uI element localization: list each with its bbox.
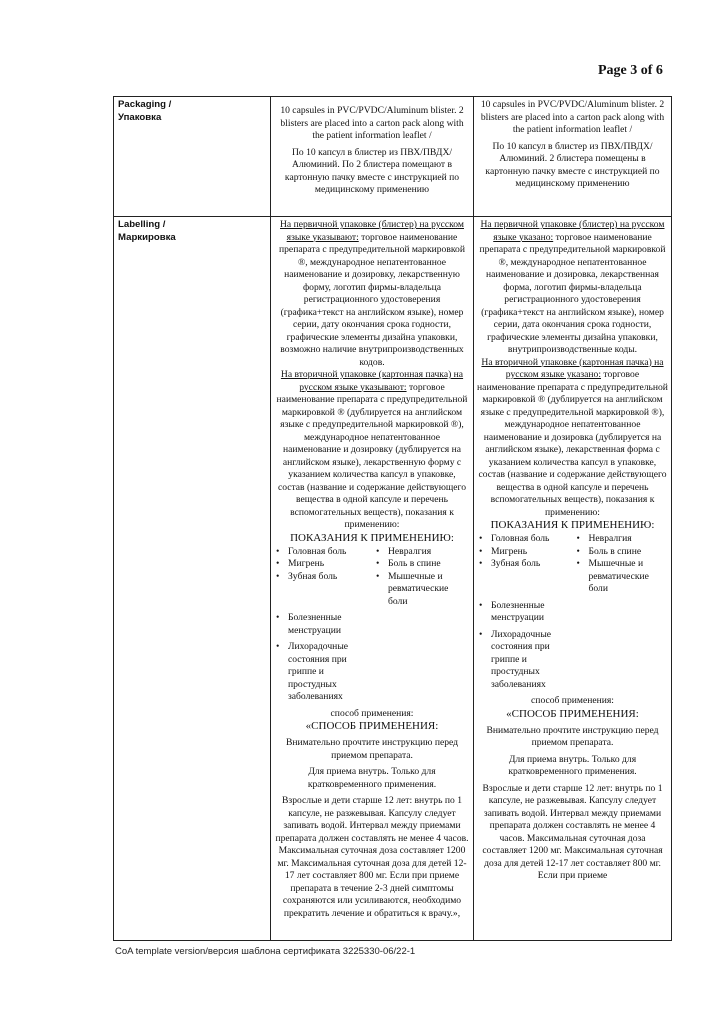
packaging-label-cell: [114, 97, 271, 217]
result-primary-block: [477, 219, 668, 357]
result-method-title: «СПОСОБ ПРИМЕНЕНИЯ:: [506, 707, 639, 720]
spec-method-label: способ применения:: [330, 707, 414, 719]
packaging-result-en: 10 capsules in PVC/PVDC/Aluminum blister. 2 blisters are placed into a carton pack along with the patient information leaflet /: [480, 99, 665, 135]
result-secondary-block: [477, 357, 668, 520]
list-item: • Боль в спине: [575, 546, 669, 559]
spec-indications-extra: [274, 612, 470, 704]
packaging-result-cell: [474, 97, 672, 217]
list-item: • Зубная боль: [274, 571, 370, 609]
list-item: • Невралгия: [374, 546, 470, 559]
list-item: • Головная боль: [477, 533, 571, 546]
result-secondary-heading: На вторичной упаковке (картонная пачка) на русском языке указано:: [481, 356, 664, 380]
footer-template-version: CoA template version/версия шаблона сертификата 3225330-06/22-1: [115, 946, 416, 957]
packaging-label-ru: Упаковка: [118, 111, 162, 123]
labelling-label-ru: Маркировка: [118, 231, 176, 243]
spec-method-title: «СПОСОБ ПРИМЕНЕНИЯ:: [305, 720, 439, 732]
result-secondary-text: торговое наименование препарата с предупредительной маркировкой ® (дублируется на английском языке с предупредительной маркировкой ®), международное непатентованное наименование и дозировка (дублируется на английском языке), лекарственная форма с указанием количества капсул в упаковке, состав (название и содержание действующего вещества в одной капсуле и перечень вспомогательных веществ), показания к применению:: [477, 369, 668, 518]
spec-secondary-text: торговое наименование препарата с предупредительной маркировкой ® (дублируется на английском языке с предупредительной маркировкой ®), международное непатентованное наименование и дозировку (дублируется на английском языке), лекарственную форму с указанием количества капсул в упаковке, состав (название и содержание действующего вещества в одной капсуле и перечень вспомогательных веществ), показания к применению:: [276, 381, 468, 530]
labelling-spec-cell: [271, 217, 474, 941]
list-item: • Лихорадочные состояния при гриппе и простудных заболеваниях: [477, 629, 561, 692]
result-oral-use: Для приема внутрь. Только для кратковременного применения.: [508, 753, 637, 777]
spec-secondary-block: [274, 369, 470, 532]
spec-primary-text: торговое наименование препарата с предупредительной маркировкой ®, международное непатентованное наименование и дозировку, лекарственную форму, логотип фирмы-владельца регистрационного удостоверения (графика+текст на английском языке), номер серии, дату окончания срока годности, графические элементы дизайна упаковки, возможно наличие внутрипроизводственных кодов.: [279, 231, 465, 368]
list-item: • Болезненные менструации: [274, 612, 358, 637]
list-item: • Лихорадочные состояния при гриппе и простудных заболеваниях: [274, 641, 358, 704]
spec-read-instructions: Внимательно прочтите инструкцию перед приемом препарата.: [285, 737, 459, 761]
packaging-label-en: Packaging /: [118, 99, 172, 110]
certificate-table: [113, 96, 672, 941]
spec-indications-list: [274, 546, 470, 609]
packaging-result-ru: По 10 капсул в блистер из ПВХ/ПВДХ/Алюминий. 2 блистера помещены в картонную пачку вместе с инструкцией по медицинскому применению: [485, 140, 660, 189]
list-item: • Мышечные и ревматические боли: [374, 571, 470, 609]
list-item: • Мигрень: [477, 546, 571, 559]
result-method-label: способ применения:: [531, 695, 614, 706]
list-item: • Головная боль: [274, 546, 370, 559]
packaging-spec-en: 10 capsules in PVC/PVDC/Aluminum blister. 2 blisters are placed into a carton pack along with the patient information leaflet /: [280, 105, 464, 141]
list-item: • Мышечные и ревматические боли: [575, 558, 669, 596]
result-primary-heading: На первичной упаковке (блистер) на русском языке указано:: [480, 219, 665, 243]
list-item: • Боль в спине: [374, 558, 470, 571]
spec-secondary-heading: На вторичной упаковке (картонная пачка) на русском языке указывают:: [280, 369, 464, 393]
result-indications-title: ПОКАЗАНИЯ К ПРИМЕНЕНИЮ:: [490, 519, 655, 531]
list-item: • Мигрень: [274, 558, 370, 571]
labelling-label-cell: [114, 217, 271, 941]
spec-dosage: Взрослые и дети старше 12 лет: внутрь по 1 капсуле, не разжевывая. Капсулу следует запивать водой. Интервал между приемами препарата должен составлять не менее 4 часов. Максимальная суточная доза составляет 1200 мг. Максимальная суточная доза для детей 12-17 лет составляет 800 мг. Если при приеме препарата в течение 2-3 дней симптомы сохраняются или усиливаются, необходимо прекратить лечение и обратиться к врачу.»,: [275, 795, 469, 919]
labelling-result-cell: [474, 217, 672, 941]
table-row-packaging: [114, 97, 672, 217]
packaging-spec-cell: [271, 97, 474, 217]
spec-primary-heading: На первичной упаковке (блистер) на русском языке указывают:: [280, 219, 464, 243]
list-item: • Болезненные менструации: [477, 600, 561, 625]
spec-oral-use: Для приема внутрь. Только для кратковременного применения.: [307, 766, 437, 790]
labelling-label-en: Labelling /: [118, 219, 166, 230]
result-read-instructions: Внимательно прочтите инструкцию перед приемом препарата.: [486, 724, 659, 748]
result-indications-extra: [477, 600, 668, 692]
packaging-spec-ru: По 10 капсул в блистер из ПВХ/ПВДХ/Алюминий. По 2 блистера помещают в картонную пачку вместе с инструкцией по медицинскому применению: [284, 146, 460, 195]
table-row-labelling: [114, 217, 672, 941]
spec-primary-block: [274, 219, 470, 369]
spec-indications-title: ПОКАЗАНИЯ К ПРИМЕНЕНИЮ:: [290, 531, 454, 544]
result-primary-text: торговое наименование препарата с предупредительной маркировкой ®, международное непатентованное наименование и дозировка, лекарственная форма, логотип фирмы-владельца регистрационного удостоверения (графика+текст на английском языке), номер серии, дата окончания срока годности, графические элементы дизайна упаковки, внутрипроизводственные коды.: [479, 231, 666, 355]
result-indications-list: [477, 533, 668, 596]
page-number: Page 3 of 6: [598, 63, 663, 78]
result-dosage: Взрослые и дети старше 12 лет: внутрь по 1 капсуле, не разжевывая. Капсулу следует запивать водой. Интервал между приемами препарата должен составлять не менее 4 часов. Максимальная суточная доза составляет 1200 мг. Максимальная суточная доза для детей 12-17 лет составляет 800 мг. Если при приеме: [482, 782, 663, 881]
list-item: • Зубная боль: [477, 558, 571, 596]
list-item: • Невралгия: [575, 533, 669, 546]
